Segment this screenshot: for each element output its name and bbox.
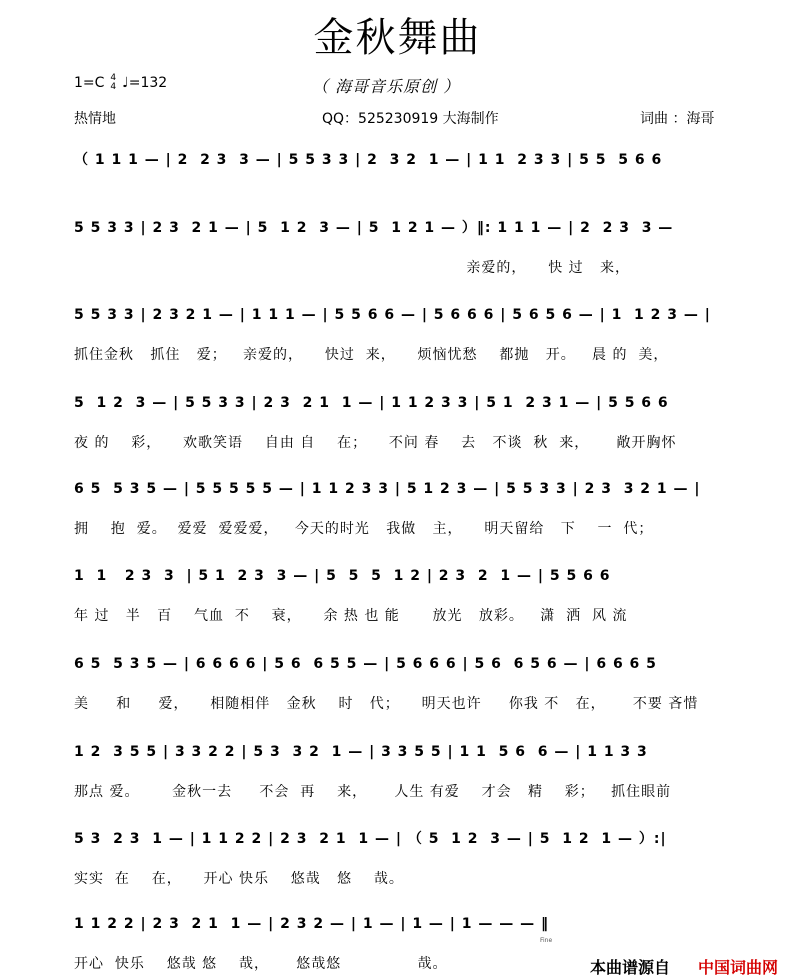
notation-notes: （ 1 1 1 — | 2 2 3 3 — | 5 5 3 3 | 2 3 2 1 — | 1 1 2 3 3 | 5 5 5 6 6 [74, 152, 663, 168]
producer-contact: QQ：525230919 大海制作 [322, 111, 499, 127]
notation-line [74, 213, 744, 243]
notation-notes: 5 5 3 3 | 2 3 2 1 — | 5 1 2 3 — | 5 1 2 1 — ）‖: 1 1 1 — | 2 2 3 3 — [74, 220, 674, 236]
lyric-line: 夜 的 彩， 欢歌笑语 自由 自 在； 不问 春 去 不谈 秋 来， 敞开胸怀 [74, 435, 677, 451]
notation-line [74, 737, 744, 767]
notation-notes: 6 5 5 3 5 — | 5 5 5 5 5 — | 1 1 2 3 3 | 5 1 2 3 — | 5 5 3 3 | 2 3 3 2 1 — | [74, 481, 701, 497]
lyricist-composer: 词曲 ：海哥 [640, 111, 715, 127]
notation-line [74, 300, 744, 330]
notation-line [74, 561, 744, 591]
notation-line [74, 388, 744, 418]
notation-line [74, 474, 744, 504]
time-signature: 4 4 [110, 73, 117, 92]
subtitle: （ 海哥音乐原创 ） [312, 77, 461, 96]
notation-line [74, 145, 744, 175]
fine-mark: Fine [540, 937, 553, 944]
notation-line [74, 824, 744, 854]
key-signature [74, 74, 167, 92]
notation-notes: 6 5 5 3 5 — | 6 6 6 6 | 5 6 6 5 5 — | 5 6 6 6 | 5 6 6 5 6 — | 6 6 6 5 [74, 656, 657, 672]
song-title: 金秋舞曲 [313, 15, 482, 61]
lyric-line: 实实 在 在， 开心 快乐 悠哉 悠 哉。 [74, 871, 404, 887]
footer-site-name: 中国词曲网 [698, 958, 779, 977]
notation-line [74, 649, 744, 679]
tempo-label: ♩=132 [122, 75, 168, 91]
lyric-line: 亲爱的， 快 过 来， [74, 260, 631, 276]
notation-line [74, 909, 744, 939]
lyric-line: 美 和 爱， 相随相伴 金秋 时 代； 明天也许 你我 不 在， 不要 吝惜 [74, 696, 699, 712]
notation-notes: 1 1 2 2 | 2 3 2 1 1 — | 2 3 2 — | 1 — | 1 — | 1 — — — ‖ [74, 916, 550, 932]
lyric-line: 抓住金秋 抓住 爱； 亲爱的， 快过 来， 烦恼忧愁 都抛 开。 晨 的 美， [74, 347, 669, 363]
lyric-line: 开心 快乐 悠哉 悠 哉， 悠哉悠 哉。 [74, 956, 448, 972]
mood-marking: 热情地 [74, 111, 116, 127]
notation-notes: 5 3 2 3 1 — | 1 1 2 2 | 2 3 2 1 1 — | （ 5 1 2 3 — | 5 1 2 1 — ）:| [74, 831, 667, 847]
notation-notes: 1 1 2 3 3 | 5 1 2 3 3 — | 5 5 5 1 2 | 2 3 2 1 — | 5 5 6 6 [74, 568, 611, 584]
footer-source-label: 本曲谱源自 [590, 958, 671, 977]
lyric-line: 年 过 半 百 气血 不 衰， 余 热 也 能 放光 放彩。 潇 洒 风 流 [74, 608, 628, 624]
key-label: 1=C [74, 75, 105, 91]
lyric-line: 拥 抱 爱。 爱爱 爱爱爱， 今天的时光 我做 主， 明天留给 下 一 代； [74, 521, 654, 537]
notation-notes: 5 5 3 3 | 2 3 2 1 — | 1 1 1 — | 5 5 6 6 — | 5 6 6 6 | 5 6 5 6 — | 1 1 2 3 — | [74, 307, 711, 323]
notation-notes: 1 2 3 5 5 | 3 3 2 2 | 5 3 3 2 1 — | 3 3 5 5 | 1 1 5 6 6 — | 1 1 3 3 [74, 744, 648, 760]
lyric-line: 那点 爱。 金秋一去 不会 再 来， 人生 有爱 才会 精 彩； 抓住眼前 [74, 784, 672, 800]
notation-notes: 5 1 2 3 — | 5 5 3 3 | 2 3 2 1 1 — | 1 1 2 3 3 | 5 1 2 3 1 — | 5 5 6 6 [74, 395, 669, 411]
